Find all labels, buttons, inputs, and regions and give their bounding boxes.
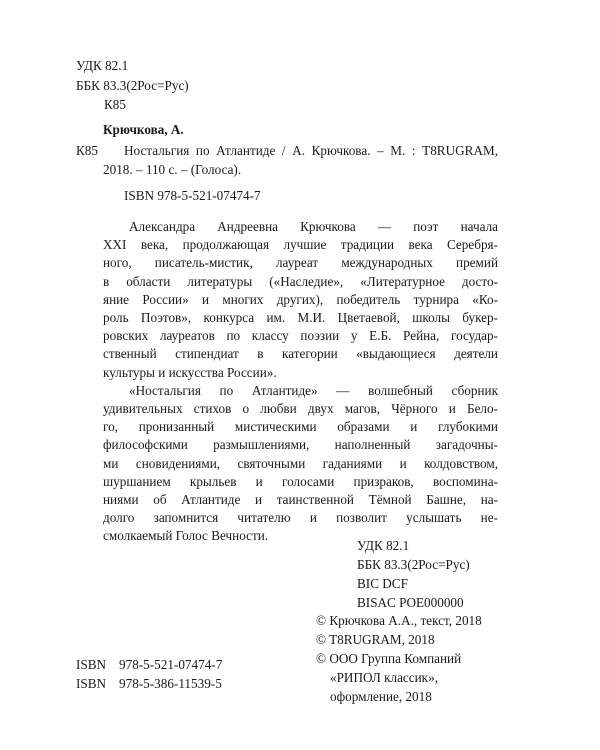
- annotation-line: XXI века, продолжающая лучшие традиции века Серебря-: [103, 237, 498, 253]
- annotation-line: «Ностальгия по Атлантиде» — волшебный сборник: [129, 382, 498, 398]
- copyright-design: оформление, 2018: [330, 689, 432, 704]
- bbk-code-bottom: ББК 83.3(2Рос=Рус): [357, 557, 470, 572]
- isbn-entry: [76, 674, 222, 693]
- classification-bottom: [357, 536, 470, 612]
- annotation-line: ного, писатель-мистик, лауреат международных премий: [103, 255, 498, 271]
- isbn-entry: [76, 655, 222, 674]
- isbn-list: [76, 655, 222, 693]
- annotation-line: шуршанием крыльев и голосами призраков, воспомина-: [103, 473, 498, 489]
- annotation-line: Александра Андреевна Крючкова — поэт начала: [129, 219, 498, 234]
- annotation-line: ственный стипендиат в категории «выдающиеся деятели: [103, 346, 498, 362]
- annotation-line: в области литературы («Наследие», «Литературное досто-: [103, 273, 498, 289]
- author-heading: Крючкова, А.: [103, 122, 184, 137]
- annotation-line: ниями об Атлантиде и таинственной Тёмной Башне, на-: [103, 492, 498, 508]
- annotation-line: философскими размышлениями, наполненный загадочны-: [103, 437, 498, 453]
- annotation-line: ми сновидениями, святочными гаданиями и колдовством,: [103, 455, 498, 471]
- annotation-line: культуры и искусства России».: [103, 364, 277, 380]
- copyright-block: [316, 611, 482, 706]
- annotation-line: смолкаемый Голос Вечности.: [103, 528, 269, 544]
- title-line-1: Ностальгия по Атлантиде / А. Крючкова. – М. : T8RUGRAM,: [124, 143, 498, 158]
- annotation-line: ровских лауреатов по классу поэзии у Е.Б. Рейна, государ-: [103, 328, 498, 344]
- author-sign: К85: [76, 143, 98, 158]
- isbn-label: ISBN: [76, 657, 107, 672]
- annotation-line: удивительных стихов о любви двух магов, Чёрного и Бело-: [103, 401, 498, 417]
- isbn-label: ISBN: [76, 676, 107, 691]
- udk-code-top: УДК 82.1: [76, 58, 129, 73]
- annotation-paragraph-1: [103, 218, 498, 382]
- author-sign-top: К85: [104, 97, 126, 112]
- udk-code-bottom: УДК 82.1: [357, 538, 410, 553]
- isbn-record: ISBN 978-5-521-07474-7: [124, 188, 261, 203]
- bic-code: BIC DCF: [357, 576, 408, 591]
- annotation-line: го, пронизанный мистическими образами и глубокими: [103, 419, 498, 435]
- isbn-number: 978-5-521-07474-7: [119, 657, 223, 672]
- annotation: [103, 218, 498, 546]
- annotation-paragraph-2: [103, 382, 498, 546]
- copyright-group: © ООО Группа Компаний: [316, 651, 462, 666]
- bisac-code: BISAC POE000000: [357, 595, 464, 610]
- copyright-group-name: «РИПОЛ классик»,: [330, 670, 438, 685]
- title-line-2: 2018. – 110 с. – (Голоса).: [103, 162, 242, 177]
- copyright-publisher: © T8RUGRAM, 2018: [316, 632, 435, 647]
- isbn-number: 978-5-386-11539-5: [119, 676, 222, 691]
- bbk-code-top: ББК 83.3(2Рос=Рус): [76, 78, 189, 93]
- copyright-author: © Крючкова А.А., текст, 2018: [316, 613, 482, 628]
- annotation-line: яние России» и многих других), победитель турнира «Ко-: [103, 291, 498, 307]
- annotation-line: роль Поэтов», конкурса им. М.И. Цветаевой, школы букер-: [103, 310, 498, 326]
- annotation-line: долго запомнится читателю и позволит услышать не-: [103, 510, 498, 526]
